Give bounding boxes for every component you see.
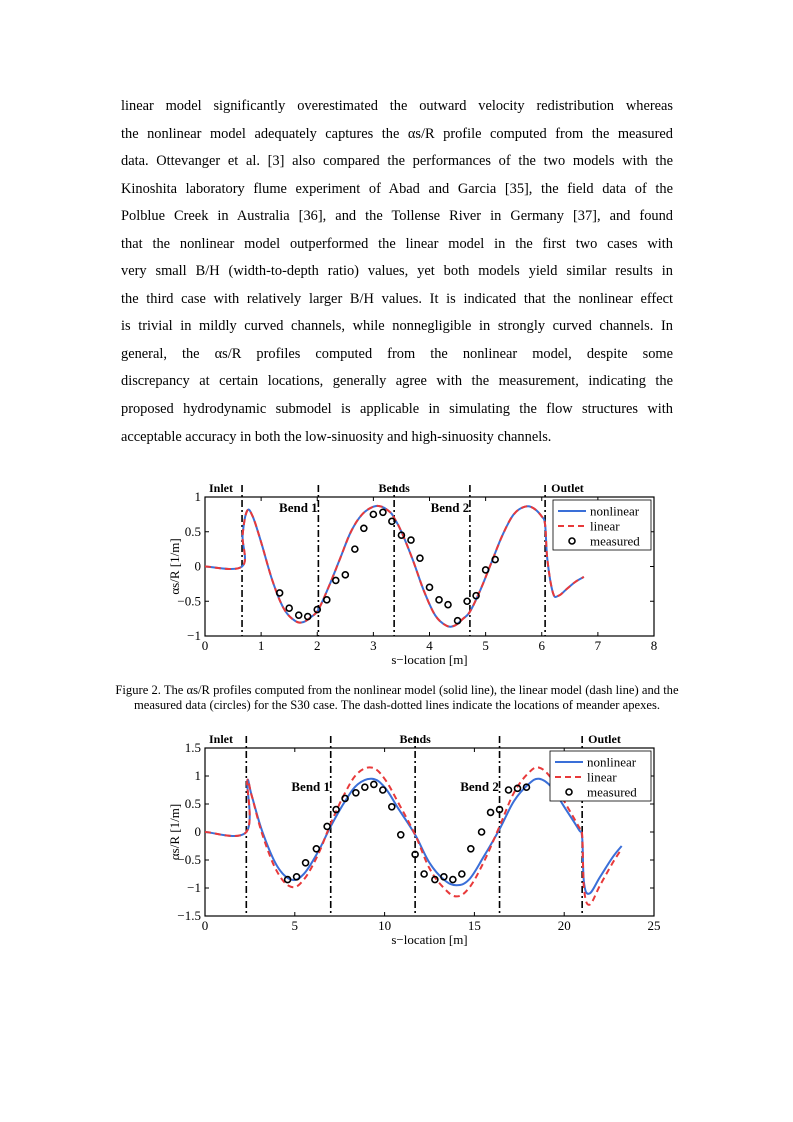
measured-point <box>313 846 319 852</box>
region-label: Inlet <box>209 481 233 495</box>
measured-point <box>398 832 404 838</box>
paragraph-line: Polblue Creek in Australia [36], and the Tollense River in Germany [37], and found <box>121 208 673 225</box>
paragraph-line: the nonlinear model adequately captures the αs/R profile computed from the measured <box>121 125 673 142</box>
measured-point <box>421 871 427 877</box>
x-tick-label: 7 <box>594 638 602 653</box>
paragraph-line: is trivial in mildly curved channels, while nonnegligible in strongly curved channels. In <box>121 318 673 335</box>
legend-label: measured <box>590 533 640 549</box>
figure-caption: Figure 2. The αs/R profiles computed from the nonlinear model (solid line), the linear model (dash line) and the measured data (circles) for the S30 case. The dash-dotted lines indicate the locations of meander apexes. <box>115 683 679 713</box>
measured-point <box>370 511 376 517</box>
paragraph-line: proposed hydrodynamic submodel is applicable in simulating the flow structures with <box>121 401 673 418</box>
y-tick-label: 0 <box>194 558 201 574</box>
x-tick-label: 25 <box>647 918 661 933</box>
bend-label: Bend 1 <box>291 779 331 794</box>
x-tick-label: 8 <box>650 638 658 653</box>
bend-label: Bend 1 <box>279 500 318 515</box>
region-label: Bends <box>399 732 431 746</box>
y-tick-label: 1 <box>194 768 201 783</box>
paragraph-line: general, the αs/R profiles computed from the nonlinear model, despite some <box>121 345 673 362</box>
measured-point <box>353 790 359 796</box>
y-tick-label: 0.5 <box>184 796 201 811</box>
y-tick-label: 0.5 <box>184 523 201 539</box>
measured-point <box>362 784 368 790</box>
y-tick-label: −1 <box>187 628 201 643</box>
measured-point <box>436 597 442 603</box>
measured-point <box>352 546 358 552</box>
measured-point <box>371 781 377 787</box>
measured-point <box>333 577 339 583</box>
measured-point <box>417 555 423 561</box>
paragraph-line: acceptable accuracy in both the low-sinuosity and high-sinuosity channels. <box>121 428 552 445</box>
paragraph-line: Kinoshita laboratory flume experiment of Abad and Garcia [35], the field data of the <box>121 180 673 197</box>
region-label: Outlet <box>588 732 621 746</box>
x-axis-label: s−location [m] <box>391 932 468 947</box>
x-tick-label: 1 <box>257 638 265 653</box>
x-tick-label: 0 <box>201 638 209 653</box>
bend-label: Bend 2 <box>460 779 499 794</box>
measured-point <box>380 787 386 793</box>
legend-label: linear <box>590 518 620 534</box>
measured-point <box>324 597 330 603</box>
paragraph-line: data. Ottevanger et al. [3] also compared the performances of the two models with the <box>121 153 673 170</box>
body-paragraph <box>121 93 673 451</box>
y-tick-label: 1.5 <box>184 740 201 755</box>
measured-point <box>468 846 474 852</box>
paragraph-line: that the nonlinear model outperformed the linear model in the first two cases with <box>121 235 673 252</box>
paragraph-line: the third case with relatively larger B/H values. It is indicated that the nonlinear effect <box>121 290 673 307</box>
y-tick-label: 1 <box>194 489 201 504</box>
measured-point <box>389 804 395 810</box>
y-axis-label: αs/R [1/m] <box>167 803 182 861</box>
measured-point <box>488 809 494 815</box>
measured-point <box>342 572 348 578</box>
measured-point <box>506 787 512 793</box>
measured-point <box>445 602 451 608</box>
x-tick-label: 2 <box>314 638 321 653</box>
measured-point <box>361 525 367 531</box>
region-label: Outlet <box>551 481 584 495</box>
x-tick-label: 15 <box>467 918 481 933</box>
measured-point <box>427 584 433 590</box>
legend-label: measured <box>587 784 637 800</box>
y-tick-label: −0.5 <box>177 852 201 867</box>
y-tick-label: −1.5 <box>177 908 201 923</box>
x-tick-label: 10 <box>378 918 392 933</box>
measured-point <box>303 860 309 866</box>
figure-2-chart <box>0 730 793 950</box>
x-tick-label: 5 <box>291 918 299 933</box>
legend-label: nonlinear <box>587 754 637 770</box>
measured-point <box>479 829 485 835</box>
y-axis-label: αs/R [1/m] <box>167 538 182 595</box>
measured-point <box>296 612 302 618</box>
x-tick-label: 5 <box>482 638 489 653</box>
measured-point <box>324 823 330 829</box>
legend-label: nonlinear <box>590 503 640 519</box>
x-tick-label: 4 <box>426 638 433 653</box>
x-tick-label: 0 <box>201 918 209 933</box>
figure-1-chart <box>0 450 793 667</box>
y-tick-label: −0.5 <box>177 593 201 609</box>
region-label: Inlet <box>209 732 233 746</box>
measured-point <box>286 605 292 611</box>
measured-point <box>408 537 414 543</box>
x-tick-label: 20 <box>557 918 571 933</box>
x-tick-label: 3 <box>370 638 377 653</box>
paragraph-line: discrepancy at certain locations, generally agree with the measurement, indicating the <box>121 373 673 390</box>
legend-label: linear <box>587 769 617 785</box>
region-label: Bends <box>378 481 410 495</box>
y-tick-label: −1 <box>187 880 201 895</box>
measured-point <box>380 509 386 515</box>
measured-point <box>450 877 456 883</box>
x-axis-label: s−location [m] <box>391 652 468 667</box>
bend-label: Bend 2 <box>430 500 470 515</box>
paragraph-line: very small B/H (width-to-depth ratio) values, yet both models yield similar results in <box>121 263 673 280</box>
measured-point <box>459 871 465 877</box>
paragraph-line: linear model significantly overestimated the outward velocity redistribution whereas <box>121 98 673 114</box>
y-tick-label: 0 <box>194 824 201 839</box>
x-tick-label: 6 <box>538 638 545 653</box>
